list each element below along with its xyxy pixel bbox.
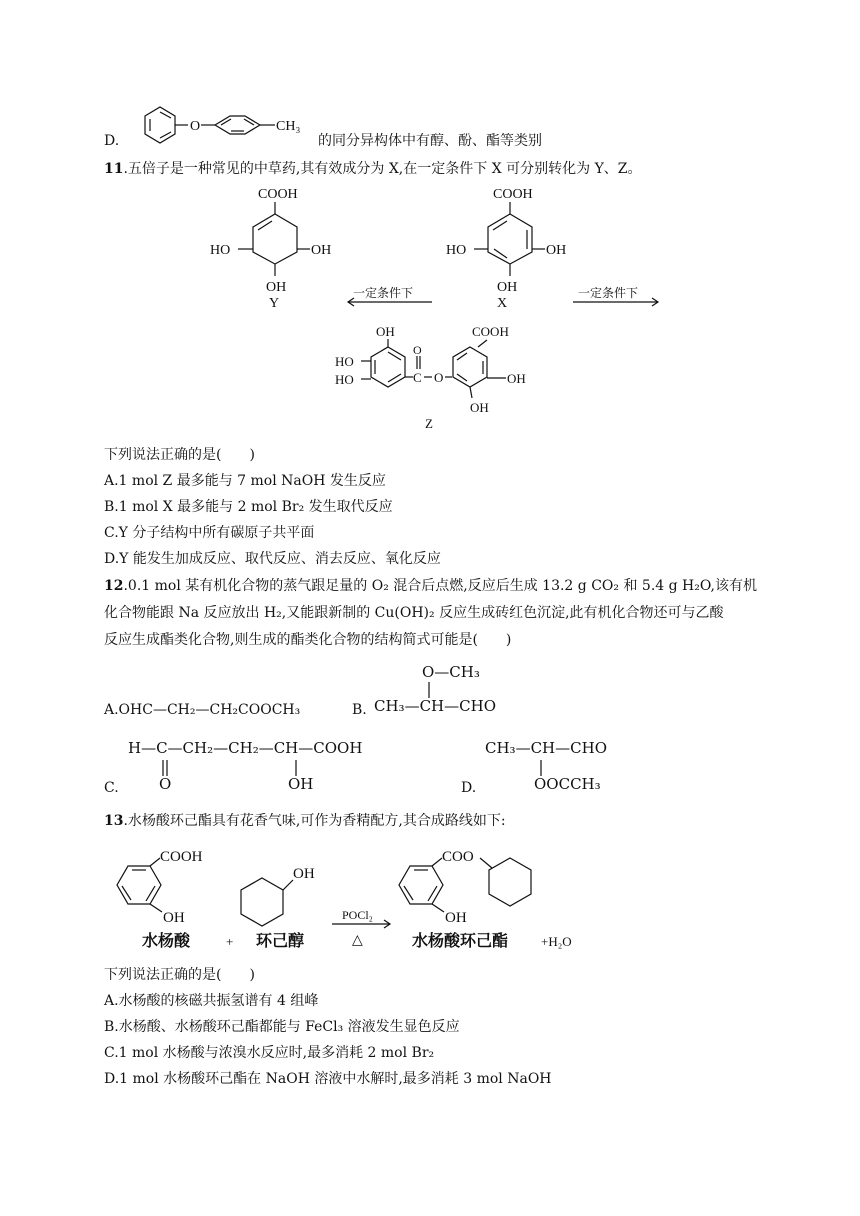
q11-option-b: B.1 mol X 最多能与 2 mol Br₂ 发生取代反应 xyxy=(104,499,393,515)
q12-option-d-label: D. xyxy=(461,780,477,796)
svg-text:COO: COO xyxy=(442,849,474,865)
svg-text:Y: Y xyxy=(269,296,280,311)
q13-question: 下列说法正确的是( ) xyxy=(104,967,255,983)
q12-stem-line2: 化合物能跟 Na 反应放出 H₂,又能跟新制的 Cu(OH)₂ 反应生成砖红色沉淀,此有机化合物还可与乙酸 xyxy=(104,605,724,621)
q13-stem: 13.水杨酸环己酯具有花香气味,可作为香精配方,其合成路线如下: xyxy=(104,813,506,829)
q12-option-b-label: B. xyxy=(352,702,367,718)
svg-text:一定条件下: 一定条件下 xyxy=(353,286,414,300)
q13-option-a: A.水杨酸的核磁共振氢谱有 4 组峰 xyxy=(104,993,319,1009)
q12-option-c-main: H—C—CH₂—CH₂—CH—COOH xyxy=(128,739,363,757)
q12-option-c-oxygen: O xyxy=(159,775,172,793)
svg-text:一定条件下: 一定条件下 xyxy=(578,286,639,300)
q11-option-d: D.Y 能发生加成反应、取代反应、消去反应、氧化反应 xyxy=(104,551,441,567)
svg-text:OH: OH xyxy=(470,400,489,415)
svg-text:COOH: COOH xyxy=(258,187,298,202)
svg-text:HO: HO xyxy=(335,354,354,369)
svg-text:OH: OH xyxy=(497,280,518,295)
svg-text:HO: HO xyxy=(335,372,354,387)
salicylic-acid-structure xyxy=(117,849,203,926)
svg-text:OH: OH xyxy=(266,280,287,295)
cyclohexanol-structure xyxy=(241,866,315,926)
svg-text:OH: OH xyxy=(507,371,526,386)
q11-number: 11 xyxy=(104,161,124,177)
q11-stem-text: .五倍子是一种常见的中草药,其有效成分为 X,在一定条件下 X 可分别转化为 Y、Z。 xyxy=(123,161,642,177)
svg-text:OH: OH xyxy=(546,243,567,258)
salicylic-acid-name: 水杨酸 xyxy=(142,933,191,950)
reaction-arrow xyxy=(332,908,390,948)
svg-text:OH: OH xyxy=(445,910,467,926)
svg-text:HO: HO xyxy=(210,243,231,258)
svg-text:X: X xyxy=(497,296,508,311)
q12-option-c-label: C. xyxy=(104,780,119,796)
q10-option-d-text: 的同分异构体中有醇、酚、酯等类别 xyxy=(318,133,542,149)
svg-text:O: O xyxy=(434,370,444,385)
svg-text:COOH: COOH xyxy=(472,324,509,339)
svg-text:HO: HO xyxy=(446,243,467,258)
svg-text:OH: OH xyxy=(293,866,315,882)
q12-option-b-top: O—CH₃ xyxy=(422,663,480,681)
cyclohexanol-name: 环己醇 xyxy=(256,933,305,950)
q12-number: 12 xyxy=(104,578,124,594)
svg-text:C: C xyxy=(413,370,422,385)
q12-stem-line3: 反应生成酯类化合物,则生成的酯类化合物的结构简式可能是( ) xyxy=(104,632,512,648)
svg-text:COOH: COOH xyxy=(493,187,533,202)
q11-option-a: A.1 mol Z 最多能与 7 mol NaOH 发生反应 xyxy=(104,473,386,489)
plus-sign: + xyxy=(226,934,234,949)
product-structure xyxy=(399,849,531,926)
q12-option-d-sub: OOCCH₃ xyxy=(534,775,601,793)
q12-stem-line1: 12.0.1 mol 某有机化合物的蒸气跟足量的 O₂ 混合后点燃,反应后生成 13.2 g CO₂ 和 5.4 g H₂O,该有机 xyxy=(104,578,757,594)
svg-text:O: O xyxy=(413,343,422,357)
svg-text:OH: OH xyxy=(376,324,395,339)
water-byproduct: +H₂O xyxy=(541,934,572,949)
q11-option-c: C.Y 分子结构中所有碳原子共平面 xyxy=(104,525,315,541)
q13-number: 13 xyxy=(104,813,124,829)
svg-text:OH: OH xyxy=(311,243,332,258)
q12-option-a: A.OHC—CH₂—CH₂COOCH₃ xyxy=(104,702,301,718)
q13-option-c: C.1 mol 水杨酸与浓溴水反应时,最多消耗 2 mol Br₂ xyxy=(104,1045,435,1061)
q12-option-b-main: CH₃—CH—CHO xyxy=(374,697,496,715)
q12-option-d-main: CH₃—CH—CHO xyxy=(485,739,607,757)
svg-text:OH: OH xyxy=(163,910,185,926)
q13-option-b: B.水杨酸、水杨酸环己酯都能与 FeCl₃ 溶液发生显色反应 xyxy=(104,1019,460,1035)
svg-text:POCl₂: POCl₂ xyxy=(342,908,373,922)
q13-option-d: D.1 mol 水杨酸环己酯在 NaOH 溶液中水解时,最多消耗 3 mol NaOH xyxy=(104,1071,552,1087)
q10-d-oxygen: O xyxy=(190,119,201,134)
svg-text:COOH: COOH xyxy=(160,849,203,865)
q11-question: 下列说法正确的是( ) xyxy=(104,447,255,463)
q10-d-methyl: CH₃ xyxy=(276,119,301,134)
product-name: 水杨酸环己酯 xyxy=(412,933,509,950)
svg-text:△: △ xyxy=(352,933,363,948)
q10-option-d-label: D. xyxy=(104,133,120,149)
q12-option-c-hydroxyl: OH xyxy=(288,775,314,793)
svg-text:Z: Z xyxy=(425,416,433,431)
